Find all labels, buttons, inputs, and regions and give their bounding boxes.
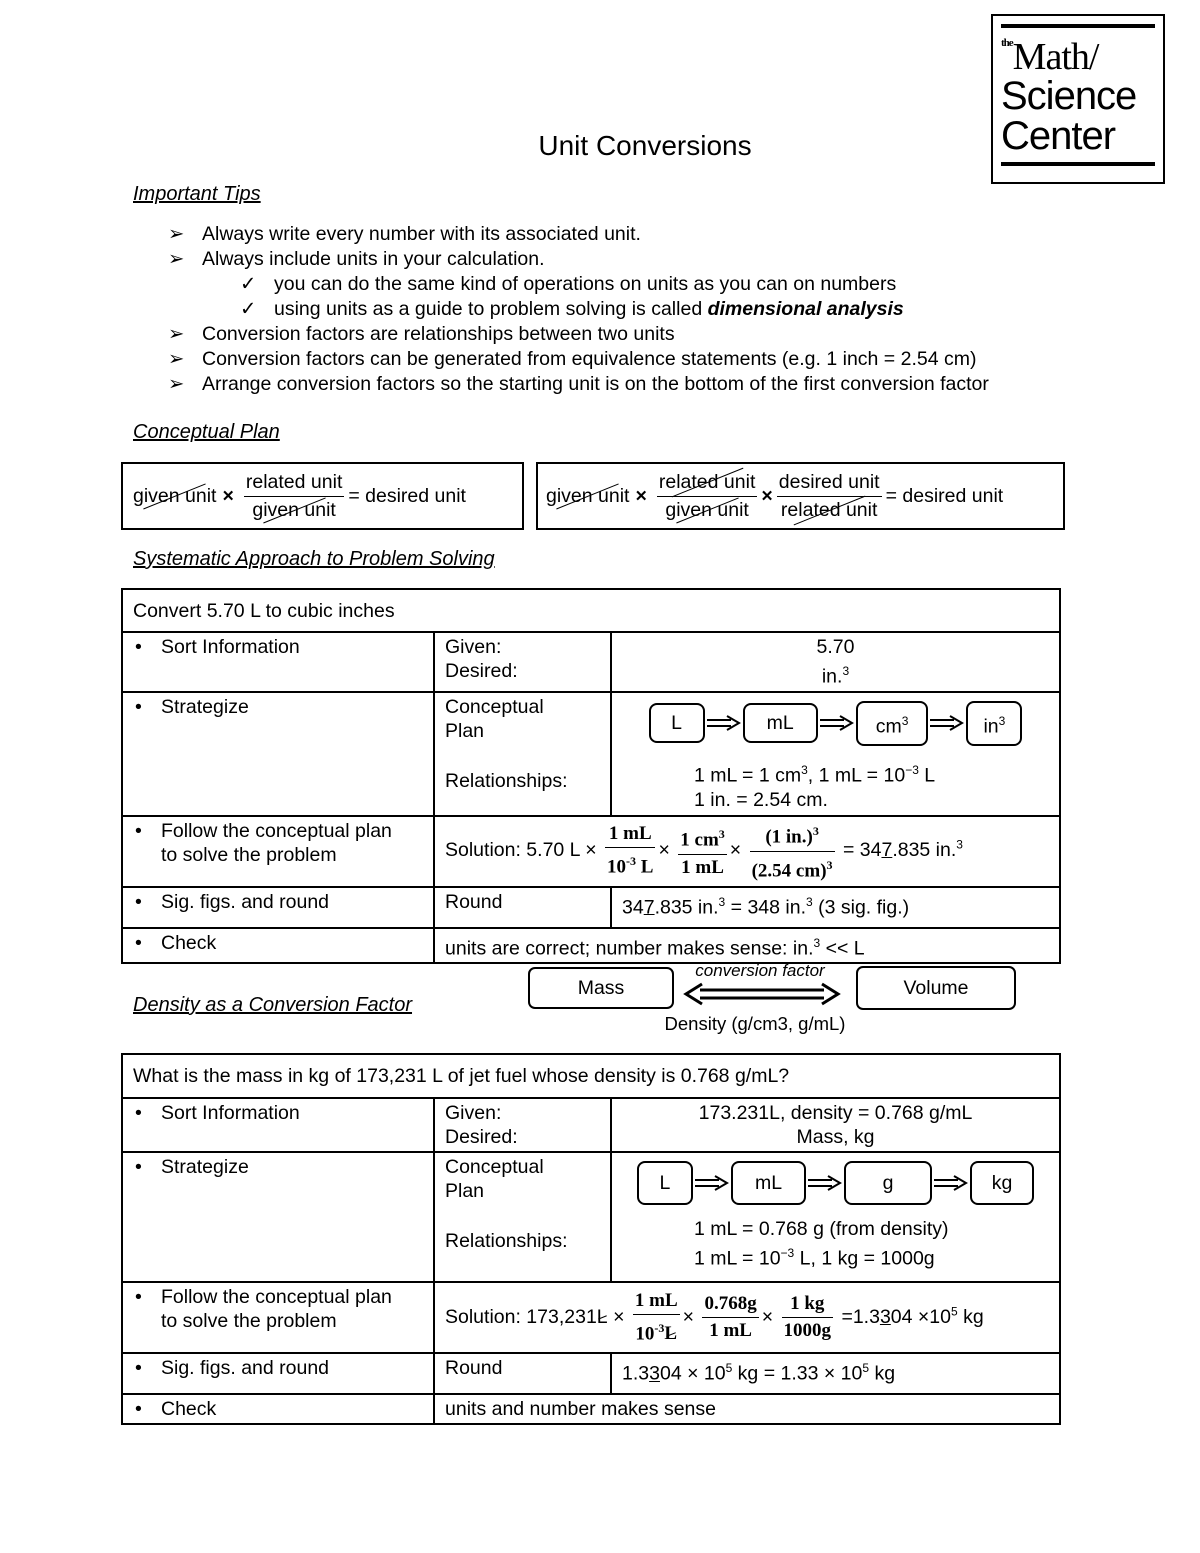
tips-heading: Important Tips: [133, 183, 261, 205]
tips-list: [168, 222, 989, 397]
unit-conversion-table: Convert 5.70 L to cubic inches • Sort Information Given: Desired: 5.70 in.$^3$ • Strategize Conceptual Plan Relationships: L mL $cm^3$ $in^3$ 1 mL = 1 $cm^3$, 1 mL = $10^{-3}$ L 1 in. = 2.54 cm. • Follow the conceptual plan to solve the problem Solution: 5.70 L × $\frac{1 mL}{10^{-3} L}$ × $\frac{1 cm^3}{1 mL}$ × $\frac{(1 in.)^3}{(2.54 cm)^3}$ = 347.835 in.$^3$ • Sig. figs. and round Round 347.835 in.$^3$ = 348 in.$^3$ (3 sig. fig.) • Check units are correct; number makes sense: in.$^3$ << L: [121, 588, 1061, 964]
double-arrow-icon: [693, 1175, 731, 1191]
double-arrow-icon: [818, 715, 856, 731]
double-arrow-icon: [928, 715, 966, 731]
conceptual-plan-box-1: [121, 462, 524, 530]
tip-item: ➢ Conversion factors are relationships between two units: [168, 323, 675, 345]
step-strategize: • Strategize: [122, 1152, 434, 1282]
desired-value: Mass, kg: [796, 1126, 875, 1148]
flow-node: mL: [731, 1161, 806, 1205]
flow-node: L: [637, 1161, 693, 1205]
step-sort: • Sort Information: [122, 632, 434, 692]
checkmark-icon: ✓: [240, 273, 257, 295]
logo-science: Science: [1001, 74, 1137, 118]
times-symbol: ×: [635, 484, 647, 507]
conceptual-plan-heading: Conceptual Plan: [133, 421, 280, 443]
given-unit-cancelled: given unit: [133, 484, 217, 507]
conversion-fraction-1: $\frac{\text{related unit}}{\text{given unit}}$: [658, 470, 756, 521]
step-follow-plan: • Follow the conceptual plan to solve the problem: [122, 1282, 434, 1353]
logo-center: Center: [1001, 114, 1116, 158]
tip-subitem: ✓ using units as a guide to problem solving is called dimensional analysis: [240, 298, 904, 320]
given-value: 5.70: [816, 636, 855, 658]
page-title: Unit Conversions: [538, 130, 752, 161]
flow-node: mL: [743, 703, 818, 743]
tip-item: ➢ Arrange conversion factors so the starting unit is on the bottom of the first conversion factor: [168, 373, 989, 395]
conversion-fraction-2: $\frac{\text{desired unit}}{\text{related unit}}$: [778, 470, 880, 521]
step-sig-figs: • Sig. figs. and round: [122, 1353, 434, 1394]
desired-value: in.: [821, 665, 843, 688]
solution-2: Solution: 173,231L × $\frac{1 mL}{10^{-3}L}$ × $\frac{0.768g}{1 mL}$ × $\frac{1 kg}{1000g}$ $=1.3304 \times 10^5$ kg: [434, 1282, 1060, 1353]
arrow-bullet-icon: ➢: [168, 348, 185, 370]
systematic-heading: Systematic Approach to Problem Solving: [133, 548, 495, 570]
logo-math: Math/: [1012, 36, 1099, 78]
problem-statement: Convert 5.70 L to cubic inches: [122, 589, 1060, 632]
check-text: units and number makes sense: [434, 1394, 1060, 1424]
tip-item: ➢ Conversion factors can be generated from equivalence statements (e.g. 1 inch = 2.54 cm): [168, 348, 977, 370]
arrow-bullet-icon: ➢: [168, 373, 185, 395]
flow-node: $cm^3$: [856, 701, 929, 747]
conceptual-plan-flow: [622, 1161, 1049, 1205]
checkmark-icon: ✓: [240, 298, 257, 320]
equals-desired-unit: = desired unit: [348, 484, 466, 507]
flow-node: $in^3$: [966, 701, 1022, 747]
problem-statement: What is the mass in kg of 173,231 L of jet fuel whose density is 0.768 g/mL?: [122, 1054, 1060, 1098]
logo-rule-top: [1001, 24, 1155, 28]
round-result: 347.835 in.$^3$ = 348 in.$^3$ (3 sig. fig.): [611, 887, 1060, 928]
jet-fuel-table: What is the mass in kg of 173,231 L of jet fuel whose density is 0.768 g/mL? • Sort Information Given: Desired: 173.231L, density = 0.768 g/mL Mass, kg • Strategize Conceptual Plan Relationships: L mL g kg 1 mL = 0.768 g (from density) 1 mL = $10^{-3}$ L, 1 kg = 1000g • Follow the conceptual plan to solve the problem Solution: 173,231L × $\frac{1 mL}{10^{-3}L}$ × $\frac{0.768g}{1 mL}$ × $\frac{1 kg}{1000g}$ $=1.3304 \times 10^5$ kg • Sig. figs. and round Round $1.3304 \times 10^5$ kg = $1.33 \times 10^5$ kg • Check units and number makes sense: [121, 1053, 1061, 1425]
density-heading: Density as a Conversion Factor: [133, 994, 413, 1016]
step-sort: • Sort Information: [122, 1098, 434, 1152]
round-result: $1.3304 \times 10^5$ kg = $1.33 \times 10^5$ kg: [611, 1353, 1060, 1394]
double-arrow-icon: [705, 715, 743, 731]
equals-desired-unit: = desired unit: [885, 484, 1004, 507]
times-symbol: ×: [761, 484, 773, 507]
flow-node: L: [649, 703, 705, 743]
step-check: • Check: [122, 1394, 434, 1424]
arrow-bullet-icon: ➢: [168, 223, 185, 245]
volume-box: Volume: [856, 966, 1016, 1010]
double-arrow-icon: [806, 1175, 844, 1191]
times-symbol: ×: [222, 484, 234, 507]
bidirectional-arrow-icon: [682, 982, 842, 1006]
conceptual-plan-box-2: [536, 462, 1065, 530]
dimensional-analysis-term: dimensional analysis: [707, 298, 904, 320]
mass-box: Mass: [528, 967, 674, 1009]
tip-item: ➢ Always write every number with its associated unit.: [168, 223, 641, 245]
tip-subitem: ✓ you can do the same kind of operations on units as you can on numbers: [240, 273, 897, 295]
density-caption: Density (g/cm3, g/mL): [664, 1013, 846, 1034]
flow-node: g: [844, 1161, 932, 1205]
logo-rule-bottom: [1001, 162, 1155, 166]
arrow-bullet-icon: ➢: [168, 323, 185, 345]
given-unit-cancelled: given unit: [546, 484, 630, 507]
conversion-fraction: $\frac{\text{related unit}}{\text{given unit}}$: [245, 470, 343, 521]
relationships-text: 1 mL = 0.768 g (from density) 1 mL = $10^{-3}$ L, 1 kg = 1000g: [694, 1218, 949, 1270]
double-arrow-icon: [932, 1175, 970, 1191]
conceptual-plan-flow: [622, 701, 1049, 747]
step-sig-figs: • Sig. figs. and round: [122, 887, 434, 928]
relationships-text: 1 mL = 1 $cm^3$, 1 mL = $10^{-3}$ L 1 in. = 2.54 cm.: [694, 763, 936, 811]
step-strategize: • Strategize: [122, 692, 434, 816]
flow-node: kg: [970, 1161, 1034, 1205]
arrow-bullet-icon: ➢: [168, 248, 185, 270]
solution-1: Solution: 5.70 L × $\frac{1 mL}{10^{-3} L}$ × $\frac{1 cm^3}{1 mL}$ × $\frac{(1 in.)^3}{(2.54 cm)^3}$ = 347.835 in.$^3$: [434, 816, 1060, 887]
step-check: • Check: [122, 928, 434, 964]
given-value: 173.231L, density = 0.768 g/mL: [698, 1102, 973, 1124]
logo-the: the: [1001, 37, 1013, 49]
step-follow-plan: • Follow the conceptual plan to solve the problem: [122, 816, 434, 887]
check-text: units are correct; number makes sense: in.$^3$ << L: [434, 928, 1060, 964]
conversion-factor-label: conversion factor: [695, 961, 825, 980]
tip-item: ➢ Always include units in your calculation.: [168, 248, 545, 270]
